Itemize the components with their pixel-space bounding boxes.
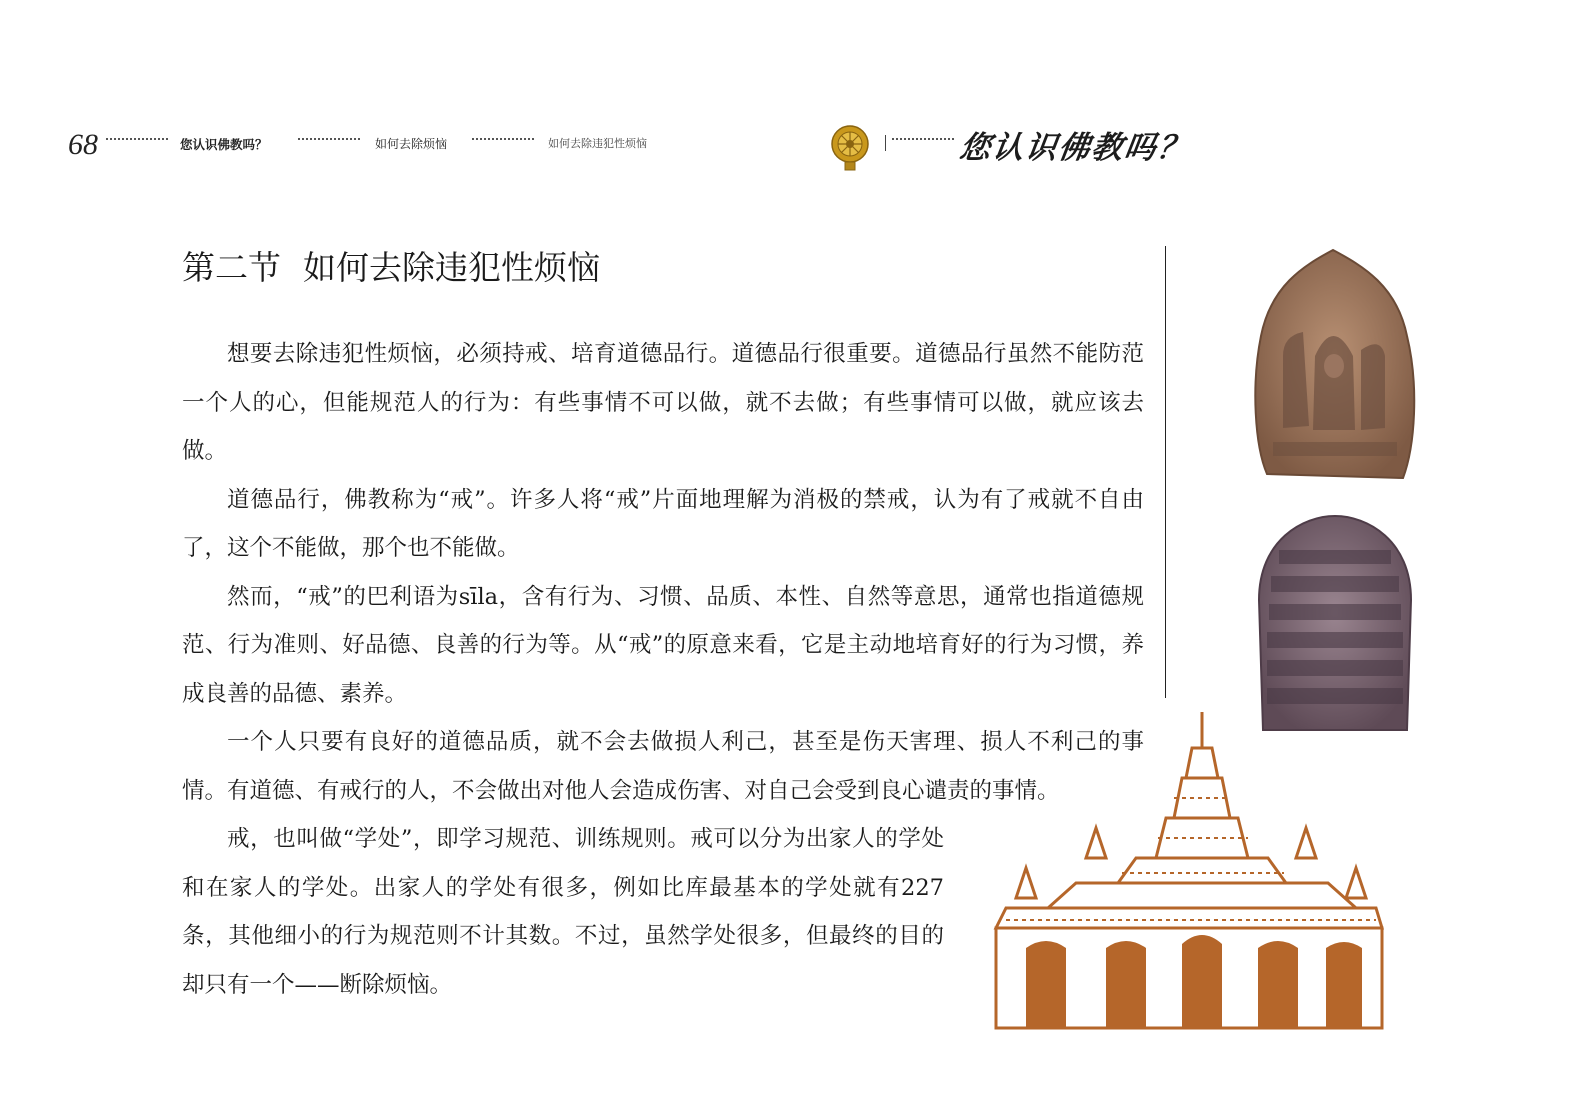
header-leader-dots: [472, 138, 534, 142]
dharma-wheel-emblem-icon: [828, 122, 872, 172]
paragraph: 想要去除违犯性烦恼，必须持戒、培育道德品行。道德品行很重要。道德品行虽然不能防范一个人的心，但能规范人的行为：有些事情不可以做，就不去做；有些事情可以做，就应该去做。: [182, 341, 1144, 464]
header-leader-dots: [892, 138, 954, 142]
section-heading: [182, 242, 600, 289]
header-book-title: 您认识佛教吗？: [180, 137, 268, 152]
running-header: [0, 118, 1587, 178]
header-leader-dots: [106, 138, 168, 142]
header-separator: [885, 135, 886, 151]
section-title: 如何去除违犯性烦恼: [303, 248, 600, 287]
calligraphy-book-title: 您认识佛教吗？: [956, 130, 1194, 166]
temple-pagoda-illustration: [986, 708, 1386, 1038]
section-number: 第二节: [182, 248, 281, 287]
vertical-rule: [1165, 246, 1166, 698]
paragraph: 然而，“戒”的巴利语为sīla，含有行为、习惯、品质、本性、自然等意思，通常也指道德规范、行为准则、好品德、良善的行为等。从“戒”的原意来看，它是主动地培育好的行为习惯，养成良善的品德、素养。: [182, 583, 1144, 707]
header-section: 如何去除违犯性烦恼: [548, 137, 647, 150]
header-chapter: 如何去除烦恼: [375, 137, 448, 151]
clay-votive-tablet-image: [1243, 510, 1425, 732]
header-leader-dots: [298, 138, 360, 142]
clay-votive-tablet-image: [1243, 246, 1425, 486]
paragraph: 道德品行，佛教称为“戒”。许多人将“戒”片面地理解为消极的禁戒，认为有了戒就不自由了，这个不能做，那个也不能做。: [182, 486, 1144, 561]
page-number: 68: [68, 128, 98, 161]
paragraph: 一个人只要有良好的道德品质，就不会去做损人利己，甚至是伤天害理、损人不利己的事情。有道德、有戒行的人，不会做出对他人会造成伤害、对自己会受到良心谴责的事情。: [182, 729, 1144, 804]
paragraph: 戒，也叫做“学处”，即学习规范、训练规则。戒可以分为出家人的学处和在家人的学处。出家人的学处有很多，例如比库最基本的学处就有227条，其他细小的行为规范则不计其数。不过，虽然学处很多，但最终的目的却只有一个——断除烦恼。: [182, 826, 944, 998]
